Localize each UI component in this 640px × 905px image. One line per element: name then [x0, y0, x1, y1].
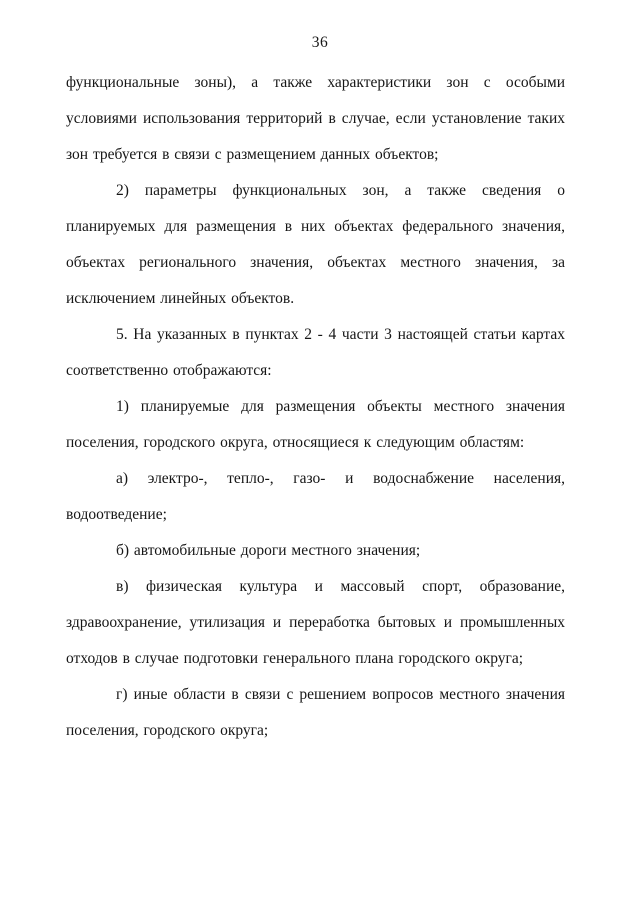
- paragraph-continuation: функциональные зоны), а также характеристики зон с особыми условиями использования территорий в случае, если установление таких зон требуется в связи с размещением данных объектов;: [66, 74, 565, 163]
- paragraph-part-5: 5. На указанных в пунктах 2 - 4 части 3 настоящей статьи картах соответственно отображаются:: [66, 326, 565, 379]
- paragraph-subitem-g: г) иные области в связи с решением вопросов местного значения поселения, городского округа;: [66, 686, 565, 739]
- paragraph-item-1: 1) планируемые для размещения объекты местного значения поселения, городского округа, относящиеся к следующим областям:: [66, 398, 565, 451]
- paragraph-subitem-b: б) автомобильные дороги местного значения;: [116, 542, 421, 559]
- paragraph-item-2: 2) параметры функциональных зон, а также сведения о планируемых для размещения в них объектах федерального значения, объектах регионального значения, объектах местного значения, за исключением линейных объектов.: [66, 182, 565, 307]
- paragraph-subitem-a: а) электро-, тепло-, газо- и водоснабжение населения, водоотведение;: [66, 470, 565, 523]
- page-number: 36: [311, 34, 329, 51]
- document-body: [0, 65, 640, 749]
- paragraph-subitem-v: в) физическая культура и массовый спорт, образование, здравоохранение, утилизация и переработка бытовых и промышленных отходов в случае подготовки генерального плана городского округа;: [66, 578, 565, 667]
